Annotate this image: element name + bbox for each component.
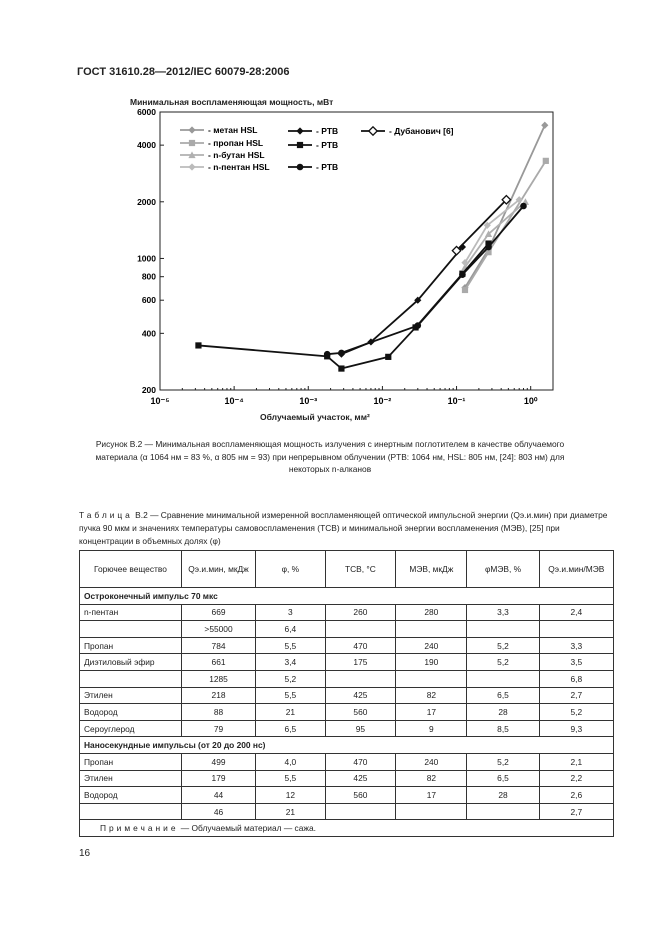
chart-y-axis-title: Минимальная воспламеняющая мощность, мВт bbox=[130, 97, 334, 107]
table-cell: 88 bbox=[181, 704, 255, 721]
table-cell: 46 bbox=[181, 803, 255, 820]
table-cell: 95 bbox=[325, 720, 396, 737]
table-cell bbox=[396, 803, 467, 820]
legend-label: - n-бутан HSL bbox=[208, 150, 265, 160]
column-header: Qэ.и.мин/МЭВ bbox=[539, 551, 613, 588]
table-row bbox=[80, 753, 614, 770]
y-tick-label: 400 bbox=[141, 328, 156, 339]
series-line bbox=[341, 247, 462, 354]
table-cell: 470 bbox=[325, 637, 396, 654]
table-cell bbox=[325, 670, 396, 687]
table-header-row bbox=[80, 551, 614, 588]
series-4 bbox=[338, 243, 466, 357]
table-cell: 560 bbox=[325, 787, 396, 804]
x-tick-label: 10⁰ bbox=[523, 396, 538, 406]
document-header: ГОСТ 31610.28—2012/IEC 60079-28:2006 bbox=[77, 66, 290, 78]
table-cell: 6,5 bbox=[256, 720, 325, 737]
table-cell: 17 bbox=[396, 787, 467, 804]
table-cell: 218 bbox=[181, 687, 255, 704]
legend-item bbox=[180, 125, 257, 135]
table-cell: 2,1 bbox=[539, 753, 613, 770]
table-cell: 79 bbox=[181, 720, 255, 737]
table-cell bbox=[325, 621, 396, 638]
table-row bbox=[80, 654, 614, 671]
table-row bbox=[80, 687, 614, 704]
data-point bbox=[338, 350, 345, 357]
column-header: Qэ.и.мин, мкДж bbox=[181, 551, 255, 588]
section-row bbox=[80, 737, 614, 754]
data-point bbox=[338, 365, 344, 371]
table-cell: 3 bbox=[256, 604, 325, 621]
table-cell: >55000 bbox=[181, 621, 255, 638]
table-row bbox=[80, 637, 614, 654]
data-point bbox=[195, 342, 201, 348]
y-tick-label: 4000 bbox=[137, 140, 156, 151]
table-cell: 4,0 bbox=[256, 753, 325, 770]
table-cell: 560 bbox=[325, 704, 396, 721]
table-cell: 6,5 bbox=[467, 770, 539, 787]
table-cell bbox=[467, 621, 539, 638]
table-cell: 5,5 bbox=[256, 687, 325, 704]
table-cell: 470 bbox=[325, 753, 396, 770]
legend-item bbox=[180, 138, 263, 148]
legend-marker bbox=[188, 163, 195, 170]
legend-label: - Дубанович [6] bbox=[389, 126, 454, 136]
legend-item bbox=[288, 162, 338, 172]
table-cell: 9 bbox=[396, 720, 467, 737]
legend-marker bbox=[188, 126, 195, 133]
legend-label: - PTB bbox=[316, 162, 339, 172]
table-row bbox=[80, 787, 614, 804]
table-cell: 5,5 bbox=[256, 770, 325, 787]
series-0 bbox=[461, 122, 548, 292]
table-cell: Пропан bbox=[80, 753, 182, 770]
table-row bbox=[80, 803, 614, 820]
table-cell: n-пентан bbox=[80, 604, 182, 621]
table-cell: 240 bbox=[396, 753, 467, 770]
table-cell bbox=[467, 803, 539, 820]
x-tick-label: 10⁻² bbox=[373, 396, 392, 406]
table-note bbox=[80, 820, 614, 837]
table-cell: 5,2 bbox=[467, 753, 539, 770]
table-cell: 2,6 bbox=[539, 787, 613, 804]
series-6 bbox=[324, 203, 527, 358]
table-cell: 5,2 bbox=[539, 704, 613, 721]
table-cell: 44 bbox=[181, 787, 255, 804]
legend-label: - PTB bbox=[316, 140, 339, 150]
x-tick-label: 10⁻⁵ bbox=[150, 396, 170, 406]
column-header: ТСВ, °С bbox=[325, 551, 396, 588]
section-title: Остроконечный импульс 70 мкс bbox=[80, 588, 614, 605]
column-header: φ, % bbox=[256, 551, 325, 588]
table-cell: 28 bbox=[467, 704, 539, 721]
series-7 bbox=[452, 196, 510, 255]
table-cell: 21 bbox=[256, 704, 325, 721]
table-caption bbox=[79, 509, 614, 548]
table-cell: 6,5 bbox=[467, 687, 539, 704]
table-cell: 17 bbox=[396, 704, 467, 721]
data-point bbox=[541, 122, 548, 129]
comparison-table bbox=[79, 550, 614, 837]
data-point bbox=[462, 287, 468, 293]
note-label: Примечание bbox=[100, 823, 179, 834]
table-row bbox=[80, 604, 614, 621]
series-line bbox=[198, 244, 488, 369]
x-tick-label: 10⁻³ bbox=[299, 396, 318, 406]
table-cell: Сероуглерод bbox=[80, 720, 182, 737]
table-cell bbox=[80, 670, 182, 687]
legend-label: - пропан HSL bbox=[208, 138, 264, 148]
y-tick-label: 6000 bbox=[137, 107, 156, 117]
y-tick-label: 600 bbox=[141, 295, 156, 306]
table-cell: 3,3 bbox=[539, 637, 613, 654]
table-cell: 5,2 bbox=[256, 670, 325, 687]
data-point bbox=[324, 351, 331, 358]
legend-item bbox=[361, 126, 454, 136]
x-tick-label: 10⁻⁴ bbox=[224, 396, 244, 406]
y-tick-label: 1000 bbox=[137, 253, 156, 264]
table-cell: 3,3 bbox=[467, 604, 539, 621]
table-cell: 425 bbox=[325, 770, 396, 787]
series-line bbox=[465, 161, 546, 290]
note-text: — Облучаемый материал — сажа. bbox=[178, 823, 316, 834]
table-cell: Этилен bbox=[80, 687, 182, 704]
legend-item bbox=[288, 126, 338, 136]
x-tick-label: 10⁻¹ bbox=[447, 396, 466, 406]
table-cell: 425 bbox=[325, 687, 396, 704]
y-tick-label: 200 bbox=[141, 385, 156, 395]
legend-marker bbox=[297, 164, 304, 171]
table-cell: 179 bbox=[181, 770, 255, 787]
column-header: МЭВ, мкДж bbox=[396, 551, 467, 588]
series-1 bbox=[462, 158, 549, 293]
section-title: Наносекундные импульсы (от 20 до 200 нс) bbox=[80, 737, 614, 754]
column-header: Горючее вещество bbox=[80, 551, 182, 588]
table-cell: Пропан bbox=[80, 637, 182, 654]
table-cell: 12 bbox=[256, 787, 325, 804]
table-cell: 2,7 bbox=[539, 687, 613, 704]
legend-label: - n-пентан HSL bbox=[208, 162, 270, 172]
legend-label: - PTB bbox=[316, 126, 339, 136]
table-cell: 3,5 bbox=[539, 654, 613, 671]
table-cell: 280 bbox=[396, 604, 467, 621]
table-cell: 190 bbox=[396, 654, 467, 671]
table-cell: Водород bbox=[80, 704, 182, 721]
note-row bbox=[80, 820, 614, 837]
series-line bbox=[465, 125, 545, 287]
table-row bbox=[80, 704, 614, 721]
table-cell bbox=[467, 670, 539, 687]
table-cell: 499 bbox=[181, 753, 255, 770]
legend-label: - метан HSL bbox=[208, 125, 258, 135]
table-cell: 28 bbox=[467, 787, 539, 804]
legend-item bbox=[180, 162, 270, 172]
table-cell bbox=[396, 621, 467, 638]
data-point bbox=[543, 158, 549, 164]
legend-item bbox=[180, 150, 265, 160]
table-cell: 9,3 bbox=[539, 720, 613, 737]
page-number: 16 bbox=[79, 848, 91, 859]
table-cell: 21 bbox=[256, 803, 325, 820]
table-cell: 240 bbox=[396, 637, 467, 654]
table-cell bbox=[396, 670, 467, 687]
data-point bbox=[414, 322, 421, 329]
table-cell: 2,2 bbox=[539, 770, 613, 787]
data-point bbox=[459, 271, 466, 278]
table-cell: 669 bbox=[181, 604, 255, 621]
table-cell bbox=[80, 803, 182, 820]
table-cell: 82 bbox=[396, 770, 467, 787]
table-cell: 2,4 bbox=[539, 604, 613, 621]
table-cell: 1285 bbox=[181, 670, 255, 687]
table-row bbox=[80, 670, 614, 687]
table-cell: 5,2 bbox=[467, 654, 539, 671]
table-cell: Водород bbox=[80, 787, 182, 804]
legend-item bbox=[288, 140, 338, 150]
table-cell bbox=[80, 621, 182, 638]
table-row bbox=[80, 621, 614, 638]
data-point bbox=[385, 354, 391, 360]
chart-axes bbox=[137, 107, 553, 406]
chart-legend bbox=[180, 125, 454, 172]
table-cell: 260 bbox=[325, 604, 396, 621]
section-row bbox=[80, 588, 614, 605]
legend-marker bbox=[296, 127, 303, 134]
table-cell: 6,4 bbox=[256, 621, 325, 638]
column-header: φМЭВ, % bbox=[467, 551, 539, 588]
legend-marker bbox=[369, 127, 377, 135]
table-cell: 82 bbox=[396, 687, 467, 704]
chart-x-axis-title: Облучаемый участок, мм² bbox=[260, 412, 370, 422]
table-cell: Диэтиловый эфир bbox=[80, 654, 182, 671]
table-label: Таблица bbox=[79, 510, 133, 520]
table-cell: 5,5 bbox=[256, 637, 325, 654]
legend-marker bbox=[189, 140, 195, 146]
data-point bbox=[520, 203, 527, 210]
table-cell: 8,5 bbox=[467, 720, 539, 737]
table-row bbox=[80, 720, 614, 737]
table-cell: Этилен bbox=[80, 770, 182, 787]
table-cell bbox=[325, 803, 396, 820]
table-row bbox=[80, 770, 614, 787]
table-caption-text: В.2 — Сравнение минимальной измеренной воспламеняющей оптической импульсной энергии (Qэ.и.мин) при диаметре пучка 90 мкм и значениях температуры самовоспламенения (ТСВ) и минимальной энергии воспламенения (МЭВ), [25] при концентрации в объемных долях (φ) bbox=[79, 510, 608, 546]
table-cell: 784 bbox=[181, 637, 255, 654]
data-point bbox=[485, 244, 492, 251]
y-tick-label: 800 bbox=[141, 271, 156, 282]
table-cell: 2,7 bbox=[539, 803, 613, 820]
table-cell: 6,8 bbox=[539, 670, 613, 687]
table-cell: 3,4 bbox=[256, 654, 325, 671]
table-cell: 175 bbox=[325, 654, 396, 671]
y-tick-label: 2000 bbox=[137, 196, 156, 207]
legend-marker bbox=[297, 142, 303, 148]
ignition-power-chart bbox=[0, 0, 661, 420]
table-cell: 5,2 bbox=[467, 637, 539, 654]
figure-caption: Рисунок В.2 — Минимальная воспламеняющая мощность излучения с инертным поглотителем в качестве облучаемого материала (α 1064 нм = 83 %, α 805 нм = 93) при непрерывном облучении (PTB: 1064 нм, HSL: 805 нм, [24]: 803 нм) для некоторых n-алканов bbox=[95, 439, 565, 474]
table-cell bbox=[539, 621, 613, 638]
table-cell: 661 bbox=[181, 654, 255, 671]
